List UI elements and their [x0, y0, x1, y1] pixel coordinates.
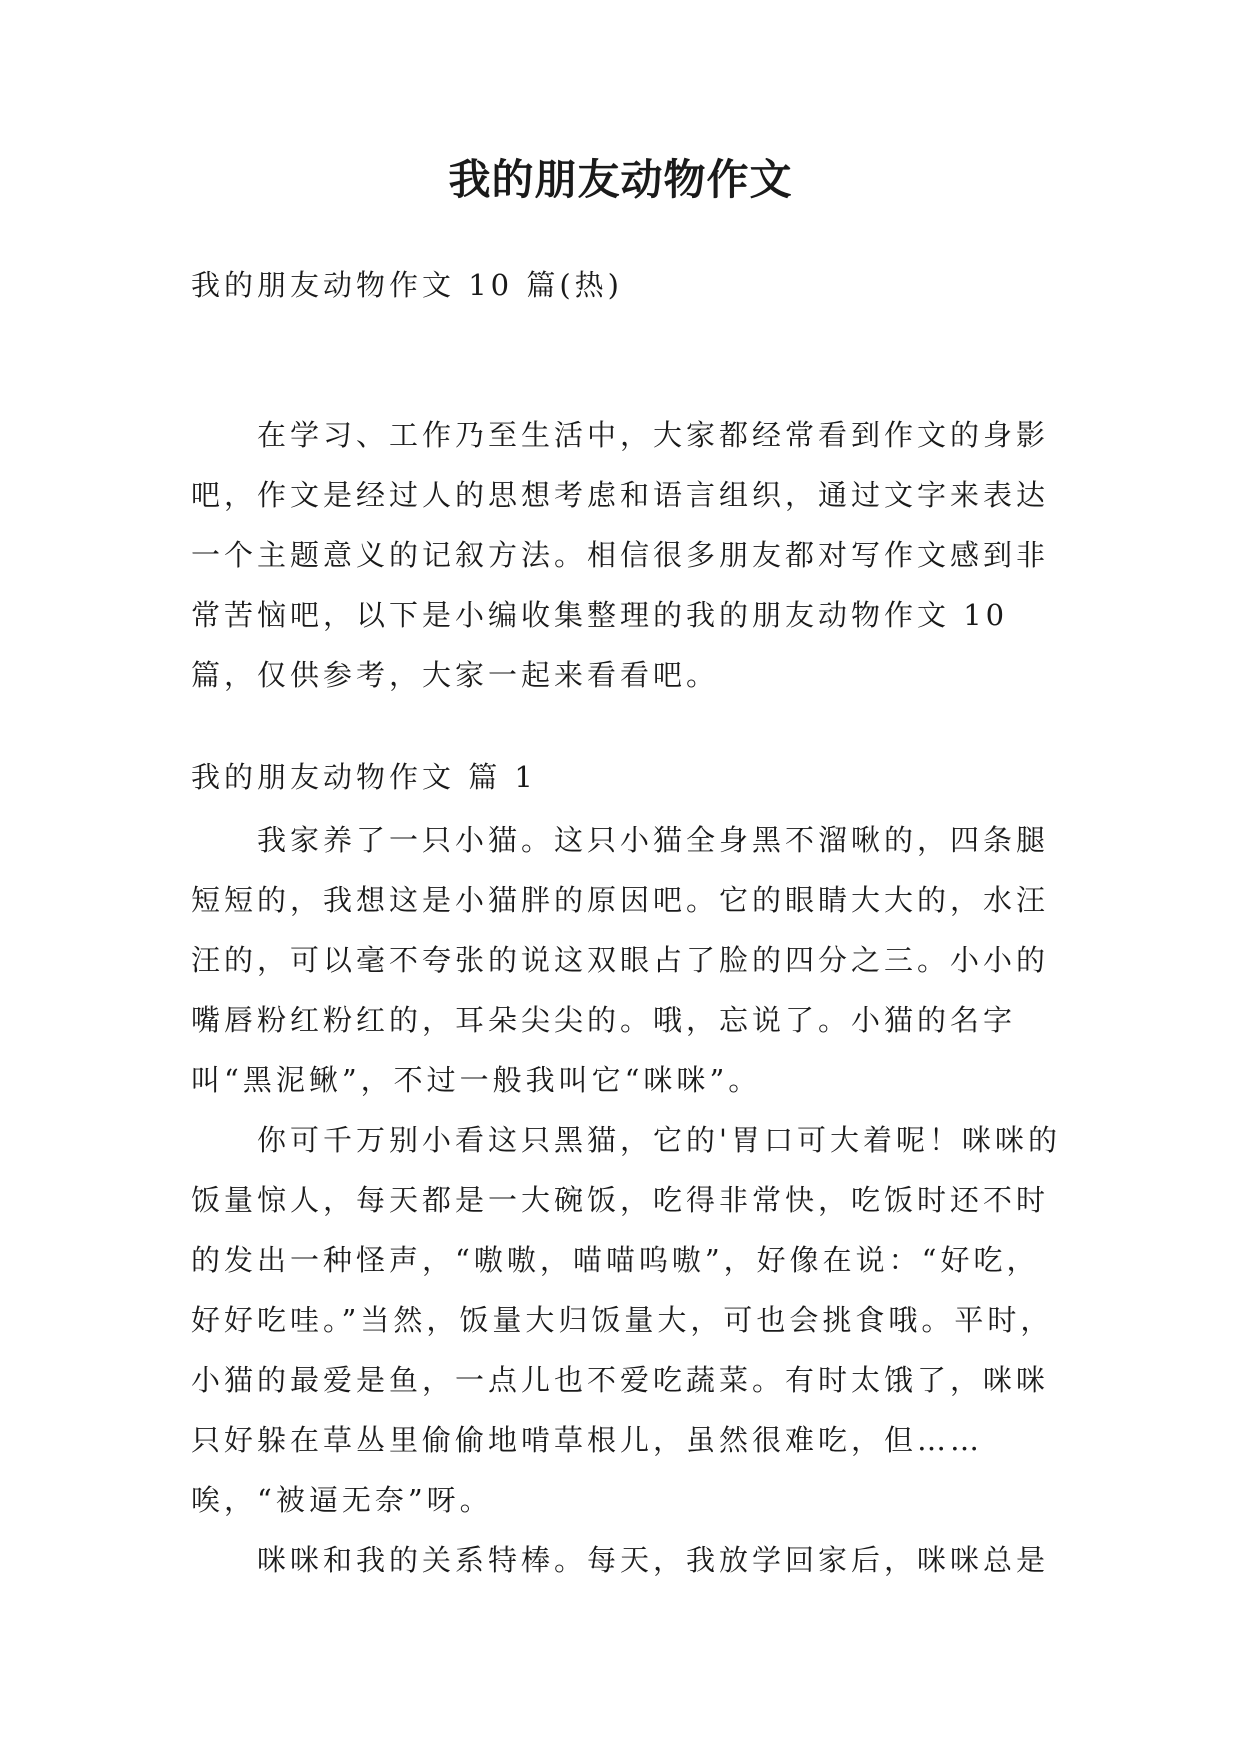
- intro-paragraph: 在学习、工作乃至生活中，大家都经常看到作文的身影吧，作文是经过人的思想考虑和语言组织，通过文字来表达一个主题意义的记叙方法。相信很多朋友都对写作文感到非常苦恼吧，以下是小编收集整理的我的朋友动物作文 10 篇，仅供参考，大家一起来看看吧。: [191, 418, 1050, 692]
- document-subtitle: 我的朋友动物作文 10 篇(热): [191, 268, 623, 302]
- body-paragraph: 我家养了一只小猫。这只小猫全身黑不溜啾的，四条腿短短的，我想这是小猫胖的原因吧。它的眼睛大大的，水汪汪的，可以毫不夸张的说这双眼占了脸的四分之三。小小的嘴唇粉红粉红的，耳朵尖尖的。哦，忘说了。小猫的名字叫“黑泥鳅”，不过一般我叫它“咪咪”。: [191, 823, 1050, 1097]
- body-paragraph: 你可千万别小看这只黑猫，它的'胃口可大着呢！咪咪的饭量惊人，每天都是一大碗饭，吃得非常快，吃饭时还不时的发出一种怪声，“嗷嗷，喵喵呜嗷”，好像在说：“好吃，好好吃哇。”当然，饭量大归饭量大，可也会挑食哦。平时，小猫的最爱是鱼，一点儿也不爱吃蔬菜。有时太饿了，咪咪只好躲在草丛里偷偷地啃草根儿，虽然很难吃，但……唉，“被逼无奈”呀。: [191, 1123, 1061, 1517]
- section-heading: 我的朋友动物作文 篇 1: [191, 760, 537, 794]
- section-body: [191, 810, 1061, 1590]
- document-title: 我的朋友动物作文: [448, 155, 793, 204]
- body-paragraph: 咪咪和我的关系特棒。每天，我放学回家后，咪咪总是: [257, 1543, 1050, 1577]
